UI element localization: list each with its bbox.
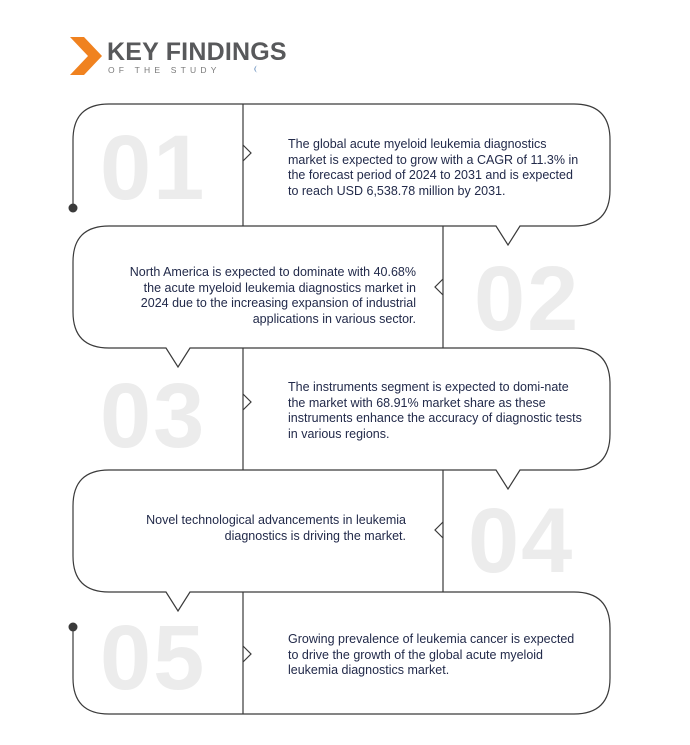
finding-text-04: Novel technological advancements in leukemia diagnostics is driving the market. <box>146 513 406 543</box>
end-dot <box>69 623 78 632</box>
finding-text-05: Growing prevalence of leukemia cancer is expected to drive the growth of the global acute myeloid leukemia diagnostics market. <box>288 632 575 677</box>
finding-number-01: 01 <box>100 117 207 219</box>
finding-number-03: 03 <box>100 365 207 467</box>
finding-number-04: 04 <box>468 490 575 592</box>
finding-number-02: 02 <box>474 248 581 350</box>
finding-text-03: The instruments segment is expected to domi-nate the market with 68.91% market share as these instruments enhance the accuracy of diagnostic tests in various regions. <box>288 380 582 441</box>
finding-text-01: The global acute myeloid leukemia diagnostics market is expected to grow with a CAGR of 11.3% in the forecast period of 2024 to 2031 and is expected to reach USD 6,538.78 million by 2031. <box>288 137 579 198</box>
page-subtitle: OF THE STUDY <box>108 65 221 75</box>
finding-text-02: North America is expected to dominate with 40.68% the acute myeloid leukemia diagnostics market in 2024 due to the increasing expansion of industrial applications in various sector. <box>129 265 416 326</box>
finding-number-05: 05 <box>100 607 207 709</box>
page-title: KEY FINDINGS <box>107 38 287 66</box>
start-dot <box>69 204 78 213</box>
